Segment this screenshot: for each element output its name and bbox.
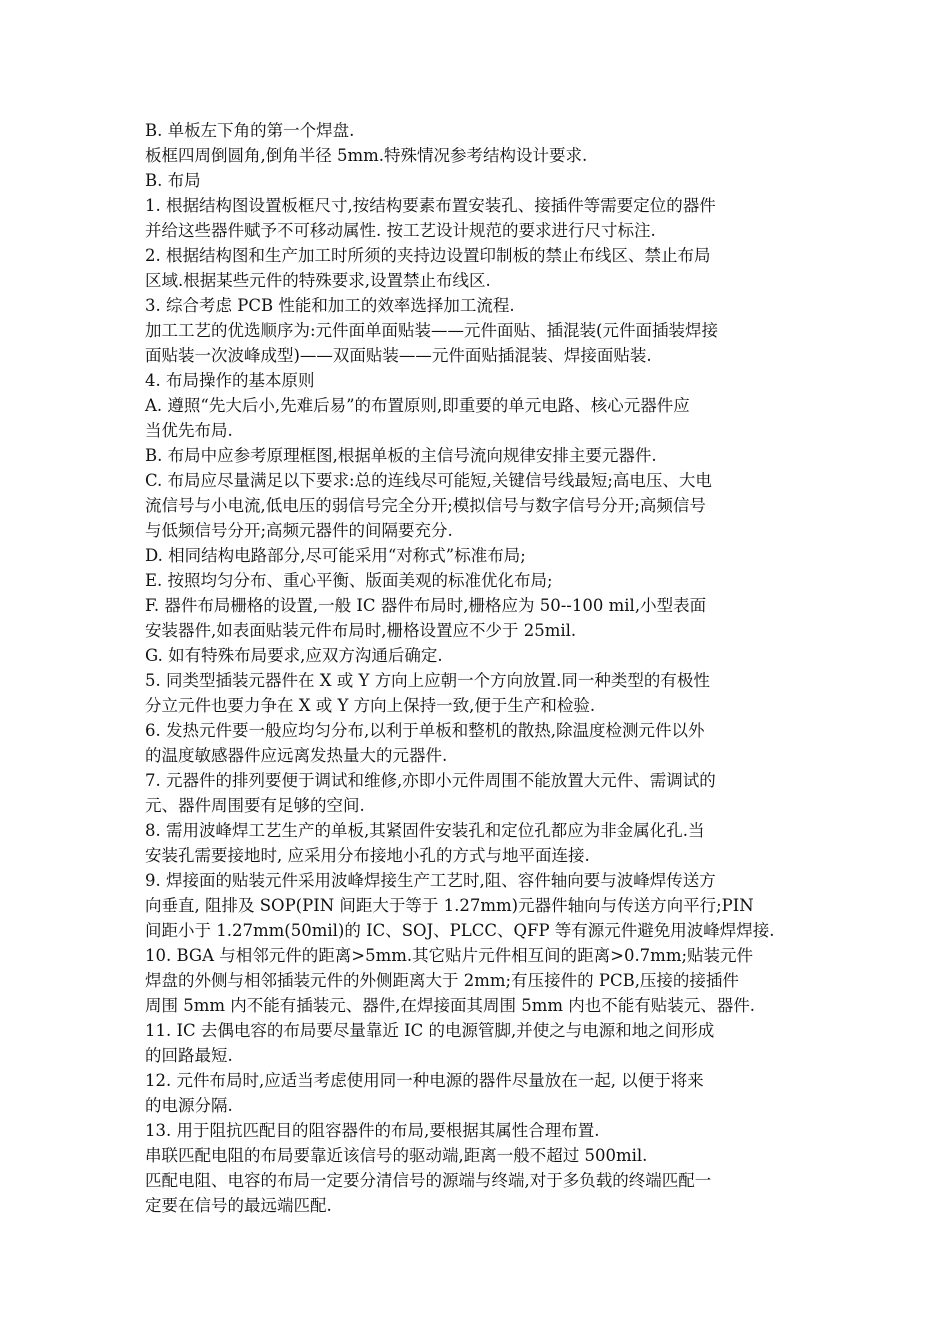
text-line: 区域.根据某些元件的特殊要求,设置禁止布线区.: [145, 271, 491, 290]
text-line: 1. 根据结构图设置板框尺寸,按结构要素布置安装孔、接插件等需要定位的器件: [145, 196, 716, 215]
text-line: 5. 同类型插装元器件在 X 或 Y 方向上应朝一个方向放置.同一种类型的有极性: [145, 671, 710, 690]
text-line: 元、器件周围要有足够的空间.: [145, 796, 365, 815]
text-line: 6. 发热元件要一般应均匀分布,以利于单板和整机的散热,除温度检测元件以外: [145, 721, 705, 740]
text-line: 11. IC 去偶电容的布局要尽量靠近 IC 的电源管脚,并使之与电源和地之间形成: [145, 1021, 715, 1040]
text-line: 当优先布局.: [145, 421, 233, 440]
text-line: 板框四周倒圆角,倒角半径 5mm.特殊情况参考结构设计要求.: [145, 146, 588, 165]
text-line: 13. 用于阻抗匹配目的阻容器件的布局,要根据其属性合理布置.: [145, 1121, 600, 1140]
text-line: 匹配电阻、电容的布局一定要分清信号的源端与终端,对于多负载的终端匹配一: [145, 1171, 712, 1190]
text-line: 并给这些器件赋予不可移动属性. 按工艺设计规范的要求进行尺寸标注.: [145, 221, 656, 240]
text-line: B. 单板左下角的第一个焊盘.: [145, 121, 355, 140]
text-line: 与低频信号分开;高频元器件的间隔要充分.: [145, 521, 453, 540]
text-line: 焊盘的外侧与相邻插装元件的外侧距离大于 2mm;有压接件的 PCB,压接的接插件: [145, 971, 739, 990]
section-heading: B. 布局: [145, 171, 201, 190]
text-line: 10. BGA 与相邻元件的距离>5mm.其它贴片元件相互间的距离>0.7mm;贴装元件: [145, 946, 754, 965]
text-line: G. 如有特殊布局要求,应双方沟通后确定.: [145, 646, 443, 665]
text-line: 间距小于 1.27mm(50mil)的 IC、SOJ、PLCC、QFP 等有源元件避免用波峰焊焊接.: [145, 921, 775, 940]
text-line: 3. 综合考虑 PCB 性能和加工的效率选择加工流程.: [145, 296, 515, 315]
text-line: 周围 5mm 内不能有插装元、器件,在焊接面其周围 5mm 内也不能有贴装元、器件.: [145, 996, 756, 1015]
text-line: B. 布局中应参考原理框图,根据单板的主信号流向规律安排主要元器件.: [145, 446, 657, 465]
text-line: 8. 需用波峰焊工艺生产的单板,其紧固件安装孔和定位孔都应为非金属化孔.当: [145, 821, 705, 840]
text-line: C. 布局应尽量满足以下要求:总的连线尽可能短,关键信号线最短;高电压、大电: [145, 471, 712, 490]
text-line: 的温度敏感器件应远离发热量大的元器件.: [145, 746, 448, 765]
text-line: 流信号与小电流,低电压的弱信号完全分开;模拟信号与数字信号分开;高频信号: [145, 496, 706, 515]
text-line: E. 按照均匀分布、重心平衡、版面美观的标准优化布局;: [145, 571, 553, 590]
text-line: 串联匹配电阻的布局要靠近该信号的驱动端,距离一般不超过 500mil.: [145, 1146, 648, 1165]
text-line: D. 相同结构电路部分,尽可能采用“对称式”标准布局;: [145, 546, 526, 565]
text-line: 的回路最短.: [145, 1046, 233, 1065]
text-line: 面贴装一次波峰成型)——双面贴装——元件面贴插混装、焊接面贴装.: [145, 346, 652, 365]
text-line: 安装孔需要接地时, 应采用分布接地小孔的方式与地平面连接.: [145, 846, 590, 865]
text-line: 向垂直, 阻排及 SOP(PIN 间距大于等于 1.27mm)元器件轴向与传送方向平行;PIN: [145, 896, 754, 915]
text-line: 加工工艺的优选顺序为:元件面单面贴装——元件面贴、插混装(元件面插装焊接: [145, 321, 718, 340]
text-line: F. 器件布局栅格的设置,一般 IC 器件布局时,栅格应为 50--100 mil,小型表面: [145, 596, 707, 615]
text-line: A. 遵照“先大后小,先难后易”的布置原则,即重要的单元电路、核心元器件应: [145, 396, 690, 415]
text-line: 的电源分隔.: [145, 1096, 233, 1115]
text-line: 安装器件,如表面贴装元件布局时,栅格设置应不少于 25mil.: [145, 621, 577, 640]
document-body: [145, 118, 813, 1218]
text-line: 分立元件也要力争在 X 或 Y 方向上保持一致,便于生产和检验.: [145, 696, 596, 715]
text-line: 12. 元件布局时,应适当考虑使用同一种电源的器件尽量放在一起, 以便于将来: [145, 1071, 704, 1090]
text-line: 4. 布局操作的基本原则: [145, 371, 315, 390]
text-line: 9. 焊接面的贴装元件采用波峰焊接生产工艺时,阻、容件轴向要与波峰焊传送方: [145, 871, 716, 890]
text-line: 2. 根据结构图和生产加工时所须的夹持边设置印制板的禁止布线区、禁止布局: [145, 246, 711, 265]
text-line: 定要在信号的最远端匹配.: [145, 1196, 332, 1215]
text-line: 7. 元器件的排列要便于调试和维修,亦即小元件周围不能放置大元件、需调试的: [145, 771, 716, 790]
